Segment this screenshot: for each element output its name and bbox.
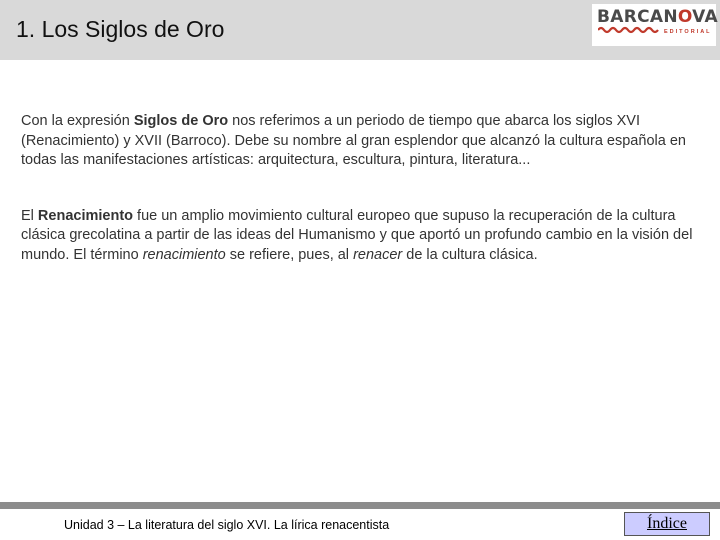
logo-wordmark	[597, 7, 718, 27]
text-run: Con la expresión	[21, 113, 134, 129]
text-run: de la cultura clásica.	[402, 246, 538, 263]
header-bar	[0, 0, 720, 60]
text-run: se refiere, pues, al	[225, 246, 354, 263]
paragraph-renacimiento	[21, 207, 701, 266]
text-run: El	[21, 207, 38, 224]
bold-term: Renacimiento	[37, 207, 134, 224]
italic-term: renacimiento	[142, 246, 226, 263]
footer-divider	[0, 502, 720, 509]
logo-wave-icon	[598, 26, 660, 34]
logo-text-post: VA	[692, 7, 718, 27]
footer-unit-title: Unidad 3 – La literatura del siglo XVI. La lírica renacentista	[64, 518, 390, 532]
logo-subtitle: EDITORIAL	[664, 29, 712, 35]
logo-text-o: O	[677, 7, 693, 27]
bold-term: Siglos de Oro	[133, 113, 229, 129]
text-run: fue un amplio movimiento cultural europeo que supuso la recuperación de la cultura clásica grecolatina a partir de las ideas del Humanismo y que aportó un profundo cambio en la visión del mundo. El término	[21, 207, 693, 263]
logo-text-pre: BARCAN	[597, 7, 678, 27]
italic-term: renacer	[353, 246, 403, 263]
page-title: 1. Los Siglos de Oro	[16, 16, 225, 42]
paragraph-siglos-de-oro	[21, 112, 701, 171]
text-run: nos referimos a un periodo de tiempo que abarca los siglos XVI (Renacimiento) y XVII (Barroco). Debe su nombre al gran esplendor que alcanzó la cultura española en todas las manifestaciones artísticas: arquitectura, escultura, pintura, literatura...	[21, 113, 686, 168]
main-content	[21, 112, 701, 301]
barcanova-logo	[592, 4, 716, 46]
index-button[interactable]: Índice	[624, 512, 710, 536]
